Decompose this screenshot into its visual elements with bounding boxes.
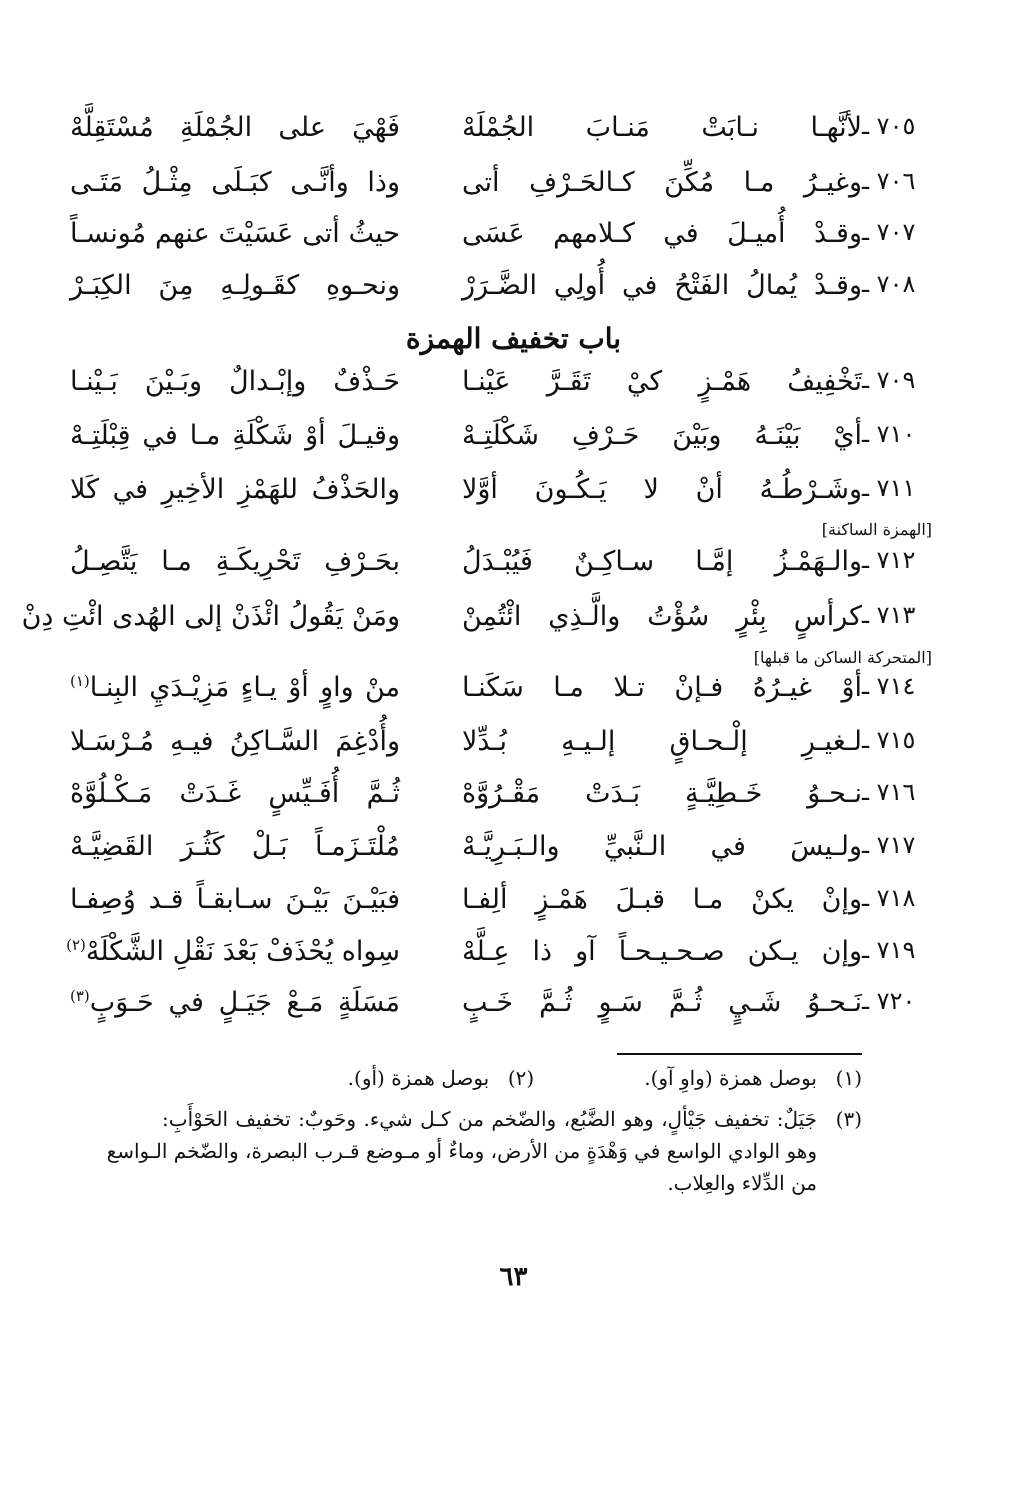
verse-707 [0, 214, 1027, 266]
verse-first-hemistich: أوْ غيـرُهُ فـإنْ تـلا مـا سَكَنـا [462, 672, 862, 703]
verse-second-text: مَسَلَةٍ مَـعْ جَيَـلٍ في حَـوَبٍ [89, 987, 400, 1018]
verse-first-hemistich: تَخْفِيفُ هَمْـزٍ كيْ تَقَـرَّ عَيْنـا [462, 366, 862, 397]
footnote-3-line-2: وهو الوادي الواسع في وَهْدَةٍ من الأرض، وماءٌ أو مـوضع قـرب البصرة، والضّخم الـواسع [106, 1139, 817, 1163]
footnote-ref[interactable]: (٢) [66, 936, 86, 954]
verse-second-text: سِواه يُحْذَفْ بَعْدَ نَقْلِ الشَّكْلَهْ [85, 936, 400, 967]
verse-first-hemistich: وشَـرْطُـهُ أنْ لا يَـكُـونَ أوَّلا [462, 474, 862, 505]
verse-number: ٧٠٥ ـ [862, 112, 916, 140]
subheading-sakina: [الهمزة الساكنة] [821, 520, 932, 539]
verse-second-hemistich: ونحـوهِ كقَـولِـهِ مِنَ الكِبَـرْ [70, 270, 400, 301]
verse-number: ٧١٣ ـ [862, 601, 916, 629]
verse-first-hemistich: نَـحـوُ شَـيٍ ثُـمَّ سَـوٍ ثُـمَّ خَـبٍ [462, 987, 862, 1018]
footnote-ref[interactable]: (٣) [70, 987, 90, 1005]
verse-first-hemistich: وقـدْ أُميـلَ في كـلامهم عَسَى [462, 218, 862, 249]
verse-716 [0, 774, 1027, 826]
footnote-text-2: بوصل همزة (أو). [347, 1066, 490, 1090]
verse-705 [0, 108, 1027, 160]
verse-717 [0, 827, 1027, 879]
verse-first-hemistich: وإنْ يكنْ مـا قبـلَ هَمْـزٍ ألِفـا [462, 884, 862, 915]
verse-number: ٧١٩ ـ [862, 936, 916, 964]
verse-second-hemistich: مُلْتَـزَمـاً بَـلْ كَثُـرَ القَضِيَّـهْ [70, 831, 400, 862]
verse-number: ٧١٨ ـ [862, 884, 916, 912]
verse-first-hemistich: أيْ بَيْنَـهُ وبَيْنَ حَـرْفِ شَكْلَتِـهْ [462, 420, 862, 451]
footnote-separator [617, 1053, 862, 1055]
verse-710 [0, 416, 1027, 468]
verse-number: ٧٠٩ ـ [862, 366, 916, 394]
verse-second-hemistich [66, 936, 400, 967]
verse-713 [0, 597, 1027, 649]
verse-712 [0, 542, 1027, 594]
footnote-mark-3: (٣) [835, 1107, 862, 1131]
verse-second-text: منْ واوٍ أوْ يـاءٍ مَزِيْـدَيِ البِنـا [89, 672, 400, 703]
verse-number: ٧١٤ ـ [862, 672, 916, 700]
verse-second-hemistich [70, 987, 400, 1018]
section-heading: باب تخفيف الهمزة [405, 322, 622, 355]
footnotes-1-2 [162, 1066, 862, 1090]
footnote-mark-1: (١) [835, 1066, 862, 1090]
verse-first-hemistich: وقـدْ يُمالُ الفَتْحُ في أُولِي الضَّـرَرْ [462, 270, 862, 301]
verse-706 [0, 163, 1027, 215]
verse-second-hemistich: فَهْيَ على الجُمْلَةِ مُسْتَقِلَّهْ [70, 112, 400, 143]
footnote-3-line-3: من الدِّلاء والعِلاب. [667, 1171, 817, 1195]
verse-714 [0, 668, 1027, 720]
verse-number: ٧٢٠ ـ [862, 987, 916, 1015]
verse-second-hemistich: ثُـمَّ أُفَـيِّسٍ غَـدَتْ مَـكْـلُوَّهْ [70, 778, 400, 809]
verse-second-hemistich: والحَذْفُ للهَمْزِ الأخِيرِ في كَلا [70, 474, 400, 505]
page-number: ٦٣ [499, 1262, 528, 1292]
footnote-mark-2: (٢) [507, 1066, 535, 1090]
verse-second-hemistich: بحَـرْفِ تَحْرِيكَـةِ مـا يَتَّصِـلُ [70, 546, 400, 577]
verse-second-hemistich: وأُدْغِمَ السَّـاكِنُ فيـهِ مُـرْسَـلا [70, 726, 400, 757]
verse-second-hemistich: وقيـلَ أوْ شَكْلَةِ مـا في قِبْلَتِـهْ [70, 420, 400, 451]
verse-second-hemistich [70, 672, 400, 703]
verse-second-hemistich: فبَيْـنَ بَيْـنَ سـابقـاً قـد وُصِفـا [70, 884, 400, 915]
verse-first-hemistich: ولـيسَ في الـنَّبيِّ والـبَـرِيَّـهْ [462, 831, 862, 862]
verse-number: ٧١٠ ـ [862, 420, 916, 448]
verse-number: ٧٠٦ ـ [862, 167, 916, 195]
footnote-ref[interactable]: (١) [70, 672, 90, 690]
verse-first-hemistich: لـغيـرِ إلْـحـاقٍ إلـيـهِ بُـدِّلا [462, 726, 862, 757]
verse-first-hemistich: نـحـوُ خَـطِيَّـةٍ بَـدَتْ مَقْـرُوَّهْ [462, 778, 862, 809]
verse-number: ٧١٦ ـ [862, 778, 916, 806]
verse-number: ٧١٢ ـ [862, 546, 916, 574]
verse-709 [0, 362, 1027, 414]
verse-711 [0, 470, 1027, 522]
subheading-mutaharrika: [المتحركة الساكن ما قبلها] [753, 648, 932, 667]
verse-second-hemistich: حَـذْفٌ وإبْـدالٌ وبَـيْنَ بَـيْنـا [70, 366, 400, 397]
verse-708 [0, 266, 1027, 318]
verse-first-hemistich: والـهَمْـزُ إمَّـا سـاكِـنٌ فَيُبْـدَلُ [462, 546, 862, 577]
verse-first-hemistich: كرأسٍ بِئْرٍ سُؤْتُ والَّـذِي ائْتُمِنْ [462, 601, 862, 632]
verse-first-hemistich: وغيـرُ مـا مُكِّنَ كـالحَـرْفِ أتى [462, 167, 862, 198]
verse-number: ٧٠٧ ـ [862, 218, 916, 246]
verse-first-hemistich: لأنَّهـا نـابَتْ مَنـابَ الجُمْلَهْ [462, 112, 862, 143]
verse-715 [0, 722, 1027, 774]
verse-number: ٧٠٨ ـ [862, 270, 916, 298]
verse-second-hemistich: ومَنْ يَقُولُ ائْذَنْ إلى الهُدى ائْتِ دِنْ [21, 601, 400, 632]
footnote-text-1: بوصل همزة (واوِ آو). [644, 1066, 817, 1090]
verse-number: ٧١١ ـ [862, 474, 916, 502]
verse-second-hemistich: حيثُ أتى عَسَيْتَ عنهم مُونسـاً [70, 218, 400, 249]
verse-second-hemistich: وذا وأنَّـى كبَـلَى مِثْـلُ مَتَـى [70, 167, 400, 198]
verse-720 [0, 983, 1027, 1035]
verse-number: ٧١٧ ـ [862, 831, 916, 859]
verse-718 [0, 880, 1027, 932]
footnote-3-line-1: جَيَلٌ: تخفيف جَيْألٍ، وهو الضَّبُع، والضّخم من كـل شيء. وحَوبٌ: تخفيف الحَوْأَبِ: [162, 1107, 817, 1131]
verse-719 [0, 932, 1027, 984]
verse-number: ٧١٥ ـ [862, 726, 916, 754]
verse-first-hemistich: وإن يـكن صـحـيـحـاً آو ذا عِـلَّهْ [462, 936, 862, 967]
